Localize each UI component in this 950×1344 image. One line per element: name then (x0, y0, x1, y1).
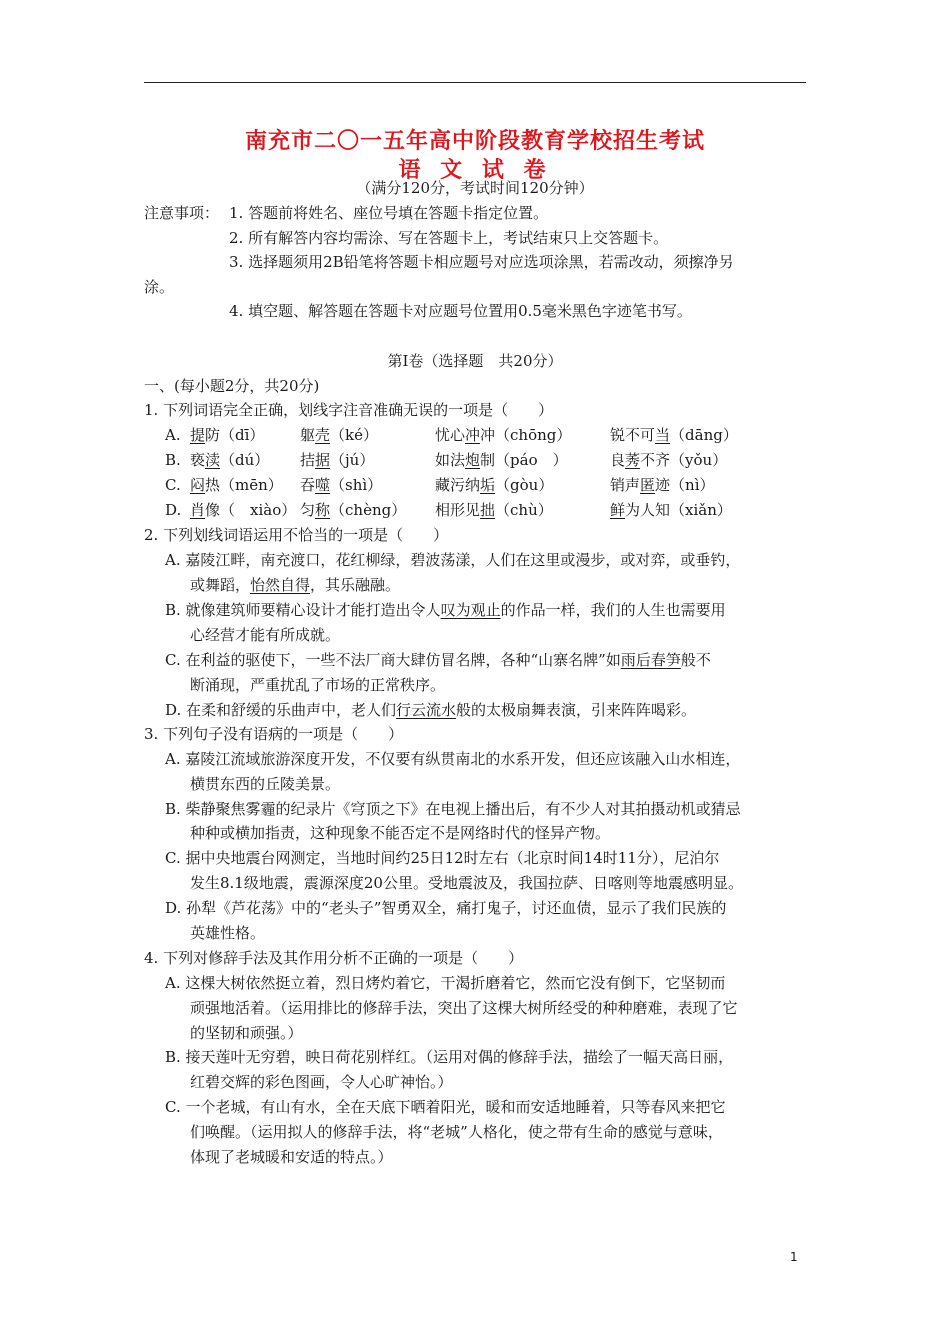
word-item (190, 500, 296, 520)
option-line (165, 650, 711, 670)
option-line: B. 柴静聚焦雾霾的纪录片《穹顶之下》在电视上播出后，有不少人对其拍摄动机或猜忌 (165, 799, 741, 818)
text-fragment: 拮 (300, 451, 316, 469)
section-title: 第Ⅰ卷（选择题 共20分） (387, 352, 563, 370)
exam-subtitle: 语 文 试 卷 (398, 158, 552, 183)
underlined-char: 渎 (205, 451, 221, 469)
option-line: C. 一个老城，有山有水，全在天底下晒着阳光，暖和而安适地睡着，只等春风来把它 (165, 1098, 726, 1116)
option-line: 英雄性格。 (190, 923, 266, 942)
text-fragment: B. 就像建筑师要精心设计才能打造出令人 (165, 601, 441, 619)
word-item (610, 425, 738, 445)
text-fragment: 销声 (610, 476, 641, 494)
option-line (190, 575, 400, 595)
underlined-char: 壳 (315, 426, 331, 444)
option-letter: A. (165, 426, 181, 444)
word-item (435, 500, 553, 520)
option-line (165, 700, 696, 720)
option-letter: D. (165, 501, 182, 519)
option-line: 发生8.1级地震，震源深度20公里。受地震波及，我国拉萨、日喀则等地震感明显。 (190, 874, 743, 892)
text-fragment: 或舞蹈， (190, 576, 251, 594)
option-line: 心经营才能有所成就。 (190, 626, 341, 644)
text-fragment: C. 在利益的驱使下，一些不法厂商大肆仿冒名牌，各种“山寨名牌”如 (165, 651, 621, 669)
option-line: 的坚韧和顽强。） (190, 1023, 303, 1042)
underlined-char: 称 (315, 501, 331, 519)
underlined-char: 当 (655, 426, 671, 444)
underlined-char: 垢 (480, 476, 496, 494)
text-fragment: （chù） (495, 501, 553, 519)
text-fragment: 般不 (680, 651, 711, 669)
word-item (435, 450, 568, 470)
word-item (300, 475, 382, 495)
option-line: 断涌现，严重扰乱了市场的正常秩序。 (190, 676, 446, 694)
word-item (300, 500, 406, 520)
note-item: 1. 答题前将姓名、座位号填在答题卡指定位置。 (229, 204, 549, 222)
word-item (435, 425, 571, 445)
underlined-char: 拙 (480, 501, 496, 519)
option-line: 横贯东西的丘陵美景。 (190, 774, 341, 793)
text-fragment: 防（dī） (205, 426, 265, 444)
option-line: A. 嘉陵江畔，南充渡口，花红柳绿，碧波荡漾，人们在这里或漫步，或对弈，或垂钓， (165, 551, 741, 569)
text-fragment: （ké） (330, 426, 378, 444)
underlined-char: 冲 (465, 426, 481, 444)
text-fragment: ，其乐融融。 (310, 576, 401, 594)
notes-label: 注意事项： (144, 204, 220, 222)
text-fragment: 制（páo ） (480, 451, 568, 469)
text-fragment: 藏污纳 (435, 476, 481, 494)
text-fragment: 锐不可 (610, 426, 656, 444)
underlined-phrase: 叹为观止 (440, 601, 501, 619)
option-line: D. 孙犁《芦花荡》中的“老头子”智勇双全，痛打鬼子，讨还血债，显示了我们民族的 (165, 898, 727, 917)
option-line: 种种或横加指责，这种现象不能否定不是网络时代的怪异产物。 (190, 824, 611, 843)
option-line: B. 接天莲叶无穷碧，映日荷花别样红。（运用对偶的修辞手法，描绘了一幅天高日丽， (165, 1048, 734, 1067)
question-3-stem: 3. 下列句子没有语病的一项是（ ） (144, 725, 404, 743)
option-line: C. 据中央地震台网测定，当地时间约25日12时左右（北京时间14时11分），尼泊尔 (165, 849, 720, 868)
text-fragment: 忧心 (435, 426, 466, 444)
text-fragment: （dāng） (670, 426, 738, 444)
option-line: A. 嘉陵江流域旅游深度开发，不仅要有纵贯南北的水系开发，但还应该融入山水相连， (165, 750, 741, 768)
word-item (190, 475, 283, 495)
word-item (300, 450, 374, 470)
text-fragment: （chèng） (330, 501, 407, 519)
exam-meta: （满分120分，考试时间120分钟） (356, 179, 594, 197)
underlined-char: 提 (190, 426, 206, 444)
word-item (190, 425, 264, 445)
option-line: 顽强地活着。（运用排比的修辞手法，突出了这棵大树所经受的种种磨难，表现了它 (190, 998, 738, 1017)
option-line: 红碧交辉的彩色图画，令人心旷神怡。） (190, 1073, 453, 1092)
text-fragment: 迹（nì） (655, 476, 715, 494)
note-item: 2. 所有解答内容均需涂、写在答题卡上，考试结束只上交答题卡。 (229, 229, 669, 247)
text-fragment: （gòu） (495, 476, 554, 494)
text-fragment: 躯 (300, 426, 316, 444)
text-fragment: D. 在柔和舒缓的乐曲声中，老人们 (165, 701, 397, 719)
option-line: 体现了老城暖和安适的特点。） (190, 1147, 393, 1166)
header-rule (144, 82, 806, 83)
part-heading: 一、(每小题2分，共20分) (144, 377, 320, 395)
text-fragment: 的作品一样，我们的人生也需要用 (500, 601, 726, 619)
word-item (190, 450, 269, 470)
note-item: 涂。 (144, 278, 175, 296)
question-1-stem: 1. 下列词语完全正确，划线字注音准确无误的一项是（ ） (144, 401, 554, 419)
option-line (165, 600, 726, 620)
underlined-phrase: 雨后春笋 (620, 651, 681, 669)
word-item (610, 475, 715, 495)
text-fragment: 如法 (435, 451, 466, 469)
underlined-char: 匿 (640, 476, 656, 494)
text-fragment: （shì） (330, 476, 383, 494)
note-item: 4. 填空题、解答题在答题卡对应题号位置用0.5毫米黑色字迹笔书写。 (229, 302, 692, 320)
underlined-char: 噬 (315, 476, 331, 494)
underlined-char: 据 (315, 451, 331, 469)
option-letter: B. (165, 451, 181, 469)
exam-title: 南充市二〇一五年高中阶段教育学校招生考试 (244, 129, 705, 154)
text-fragment: 匀 (300, 501, 316, 519)
underlined-char: 肖 (190, 501, 206, 519)
text-fragment: 般的太极扇舞表演，引来阵阵喝彩。 (456, 701, 697, 719)
word-item (610, 450, 727, 470)
underlined-char: 闷 (190, 476, 206, 494)
question-4-stem: 4. 下列对修辞手法及其作用分析不正确的一项是（ ） (144, 949, 524, 967)
text-fragment: 不齐（yǒu） (640, 451, 728, 469)
text-fragment: 热（mēn） (205, 476, 283, 494)
text-fragment: 亵 (190, 451, 206, 469)
text-fragment: 像（ xiào） (205, 501, 297, 519)
word-item (435, 475, 553, 495)
underlined-phrase: 行云流水 (396, 701, 457, 719)
text-fragment: 良 (610, 451, 626, 469)
word-item (610, 500, 732, 520)
underlined-char: 鲜 (610, 501, 626, 519)
text-fragment: （jú） (330, 451, 375, 469)
text-fragment: 冲（chōng） (480, 426, 572, 444)
note-item: 3. 选择题须用2B铅笔将答题卡相应题号对应选项涂黑，若需改动，须擦净另 (229, 253, 734, 271)
page-number: 1 (790, 1250, 798, 1264)
word-item (300, 425, 378, 445)
option-line: 们唤醒。（运用拟人的修辞手法，将“老城”人格化，使之带有生命的感觉与意味， (190, 1122, 723, 1141)
text-fragment: 吞 (300, 476, 316, 494)
underlined-char: 炮 (465, 451, 481, 469)
option-line: A. 这棵大树依然挺立着，烈日烤灼着它，干渴折磨着它，然而它没有倒下，它坚韧而 (165, 974, 726, 992)
underlined-phrase: 怡然自得 (250, 576, 311, 594)
underlined-char: 莠 (625, 451, 641, 469)
text-fragment: 相形见 (435, 501, 481, 519)
option-letter: C. (165, 476, 181, 494)
text-fragment: 为人知（xiǎn） (625, 501, 732, 519)
text-fragment: （dú） (220, 451, 270, 469)
question-2-stem: 2. 下列划线词语运用不恰当的一项是（ ） (144, 526, 449, 544)
